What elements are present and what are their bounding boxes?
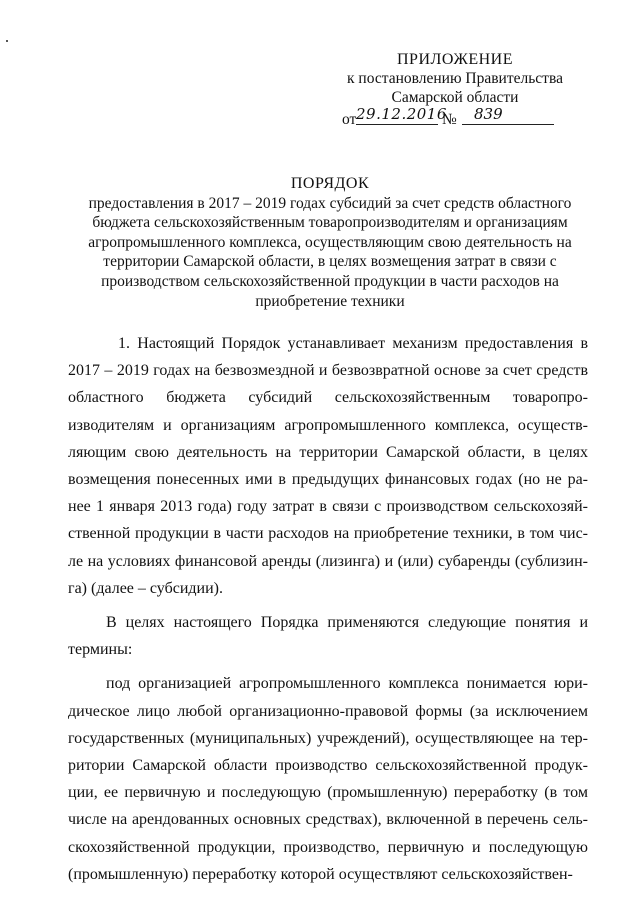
handwritten-date: 29.12.2016	[356, 105, 447, 123]
body-paragraph-3: под организацией агропромышленного комплекса понимается юридическое лицо любой организационно-правовой формы (за исключением государственных (муниципальных) учреждений), осуществляющее на территории Самарской области производство сельскохозяйственной продукции, ее первичную и последующую (промышленную) переработку (в том числе на арендованных основных средствах), включенной в перечень сельскохозяйственной продукции, производство, первичную и последующую (промышленную) переработку которой осуществляют сельскохозяйствен-	[68, 675, 588, 883]
scan-speck	[6, 40, 8, 42]
appendix-line-1: к постановлению Правительства	[347, 70, 563, 87]
document-title: ПОРЯДОК	[290, 175, 370, 192]
handwritten-number: 839	[462, 105, 554, 125]
appendix-title: ПРИЛОЖЕНИЕ	[396, 51, 513, 68]
appendix-line-2: Самарской области	[391, 89, 519, 106]
number-label: №	[442, 111, 457, 128]
document-heading	[60, 174, 600, 311]
signature-line	[330, 107, 580, 131]
body-paragraph-2: В целях настоящего Порядка применяются следующие понятия и термины:	[68, 614, 588, 659]
document-subtitle: предоставления в 2017 – 2019 годах субсидий за счет средств областного бюджета сельскохозяйственным товаропроизводителям и организациям агропромышленного комплекса, осуществляющим свою деятельность на территории Самарской области, в целях возмещения затрат в связи с производством сельскохозяйственной продукции в части расходов на приобретение техники	[88, 194, 572, 310]
appendix-block	[330, 50, 580, 131]
body-paragraph-1: 1. Настоящий Порядок устанавливает механизм предоставления в 2017 – 2019 годах на безвозмездной и безвозвратной основе за счет средств областного бюджета субсидий сельскохозяйственным товаропроизводителям и организациям агропромышленного комплекса, осуществляющим свою деятельность на территории Самарской области, в целях возмещения понесенных ими в предыдущих финансовых годах (но не ранее 1 января 2013 года) году затрат в связи с производством сельскохозяйственной продукции в части расходов на приобретение техники, в том числе на условиях финансовой аренды (лизинга) и (или) субаренды (сублизинга) (далее – субсидии).	[68, 335, 588, 597]
from-label: от	[342, 111, 357, 128]
document-body	[68, 330, 588, 895]
